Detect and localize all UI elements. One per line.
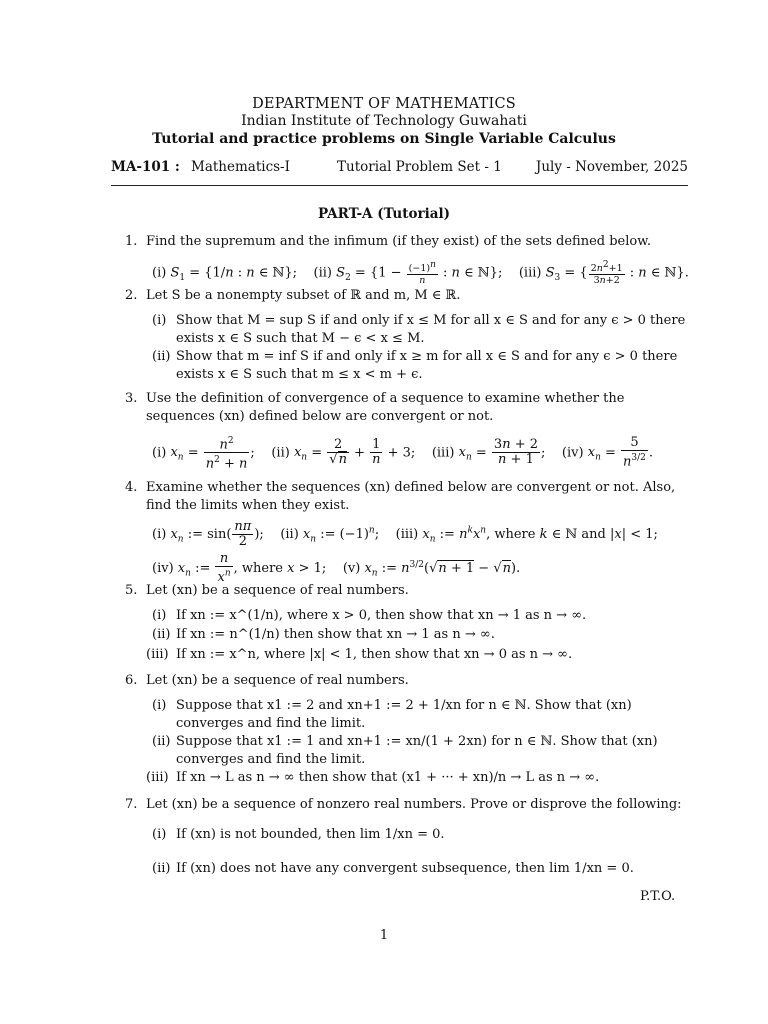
page-number: 1	[379, 928, 389, 943]
course-code: MA-101 :	[111, 159, 180, 175]
institute-name: Indian Institute of Technology Guwahati	[241, 113, 527, 129]
term: July - November, 2025	[535, 159, 688, 175]
pto-note: P.T.O.	[640, 889, 676, 904]
document-page: DEPARTMENT OF MATHEMATICS Indian Institute of Technology Guwahati Tutorial and practice problems on Single Variable Calculus MA-101 : Mathematics-I Tutorial Problem Set - 1 July - November, 2025 PART-A (Tutorial) 1. Find the supremum and the infimum (if they exist) of the sets defined below. (i) $S_1 = \{1/n$ : n ∈ ℕ}; (ii) $S_2 = \{1$ − $\frac{(-1)^n}{n}$ : n ∈ ℕ}; (iii) $S_3$ = { $\frac{2n^2+1}{3n+2}$ : n ∈ ℕ}. 2. Let S be a nonempty subset of ℝ and m, M ∈ ℝ. (i) Show that M = sup S if and only if x ≤ M for all x ∈ S and for any ϵ > 0 there exists x ∈ S such that M − ϵ < x ≤ M. (ii) Show that m = inf S if and only if x ≥ m for all x ∈ S and for any ϵ > 0 there exists x ∈ S such that m ≤ x < m + ϵ. 3. Use the definition of convergence of a sequence to examine whether the sequences (xn) defined below are convergent or not. (i) $x_n$ = $\frac{n^2}{n^2 + n}$ ; (ii) $x_n$ = $\frac{2}{√n}$ + $\frac{1}{n}$ + 3; (iii) $x_n$ = $\frac{3n + 2}{n + 1}$ ; (iv) $x_n$ = $\frac{5}{n^{3/2}}$ . 4. Examine whether the sequences (xn) defined below are convergent or not. Also, find the limits when they exist. (i) $x_n$ := sin( $\frac{n\pi}{2}$ ); (ii) $x_n$ := $(-1)^n$; (iii) $x_n$ := $n^kx^n$, where k ∈ ℕ and |x| < 1; (iv) $x_n$ := $\frac{n}{x^n}$ , where x > 1; (v) $x_n$ := $n^{3/2}(√n + 1 - √n)$. 5. Let (xn) be a sequence of real numbers. (i) If xn := x^(1/n), where x > 0, then show that xn → 1 as n → ∞. (ii) If xn := n^(1/n) then show that xn → 1 as n → ∞. (iii) If xn := x^n, where |x| < 1, then show that xn → 0 as n → ∞. 6. Let (xn) be a sequence of real numbers. (i) Suppose that x1 := 2 and xn+1 := 2 + 1/xn for n ∈ ℕ. Show that (xn) converges and find the limit. (ii) Suppose that x1 := 1 and xn+1 := xn/(1 + 2xn) for n ∈ ℕ. Show that (xn) converges and find the limit. (iii) If xn → L as n → ∞ then show that (x1 + ··· + xn)/n → L as n → ∞. 7. Let (xn) be a sequence of nonzero real numbers. Prove or disprove the following: (i) If (xn) is not bounded, then lim 1/xn = 0. (ii) If (xn) does not have any convergent subsequence, then lim 1/xn = 0. P.T.O. 1	[0, 0, 768, 1024]
q1-sets: (i) $S_1 = \{1/n$ : n ∈ ℕ}; (ii) $S_2 = \{1$ − $\frac{(-1)^n}{n}$ : n ∈ ℕ}; (iii) $S_3$ = { $\frac{2n^2+1}{3n+2}$ : n ∈ ℕ}.	[152, 260, 689, 287]
q4-sequences-line1: (i) $x_n$ := sin( $\frac{n\pi}{2}$ ); (ii) $x_n$ := $(-1)^n$; (iii) $x_n$ := $n^kx^n$, where k ∈ ℕ and |x| < 1;	[152, 519, 658, 549]
header-rule	[111, 185, 688, 186]
q4-sequences-line2: (iv) $x_n$ := $\frac{n}{x^n}$ , where x > 1; (v) $x_n$ := $n^{3/2}(√n + 1 - √n)$.	[152, 551, 521, 586]
problem-set: Tutorial Problem Set - 1	[337, 159, 502, 175]
department-heading: DEPARTMENT OF MATHEMATICS	[252, 96, 516, 112]
q3-sequences: (i) $x_n$ = $\frac{n^2}{n^2 + n}$ ; (ii) $x_n$ = $\frac{2}{√n}$ + $\frac{1}{n}$ + 3; (iii) $x_n$ = $\frac{3n + 2}{n + 1}$ ; (iv) $x_n$ = $\frac{5}{n^{3/2}}$ .	[152, 435, 654, 472]
document-title: Tutorial and practice problems on Single Variable Calculus	[152, 131, 616, 147]
part-title: PART-A (Tutorial)	[318, 206, 450, 222]
course-line	[111, 159, 688, 177]
course-name: Mathematics-I	[191, 159, 290, 175]
